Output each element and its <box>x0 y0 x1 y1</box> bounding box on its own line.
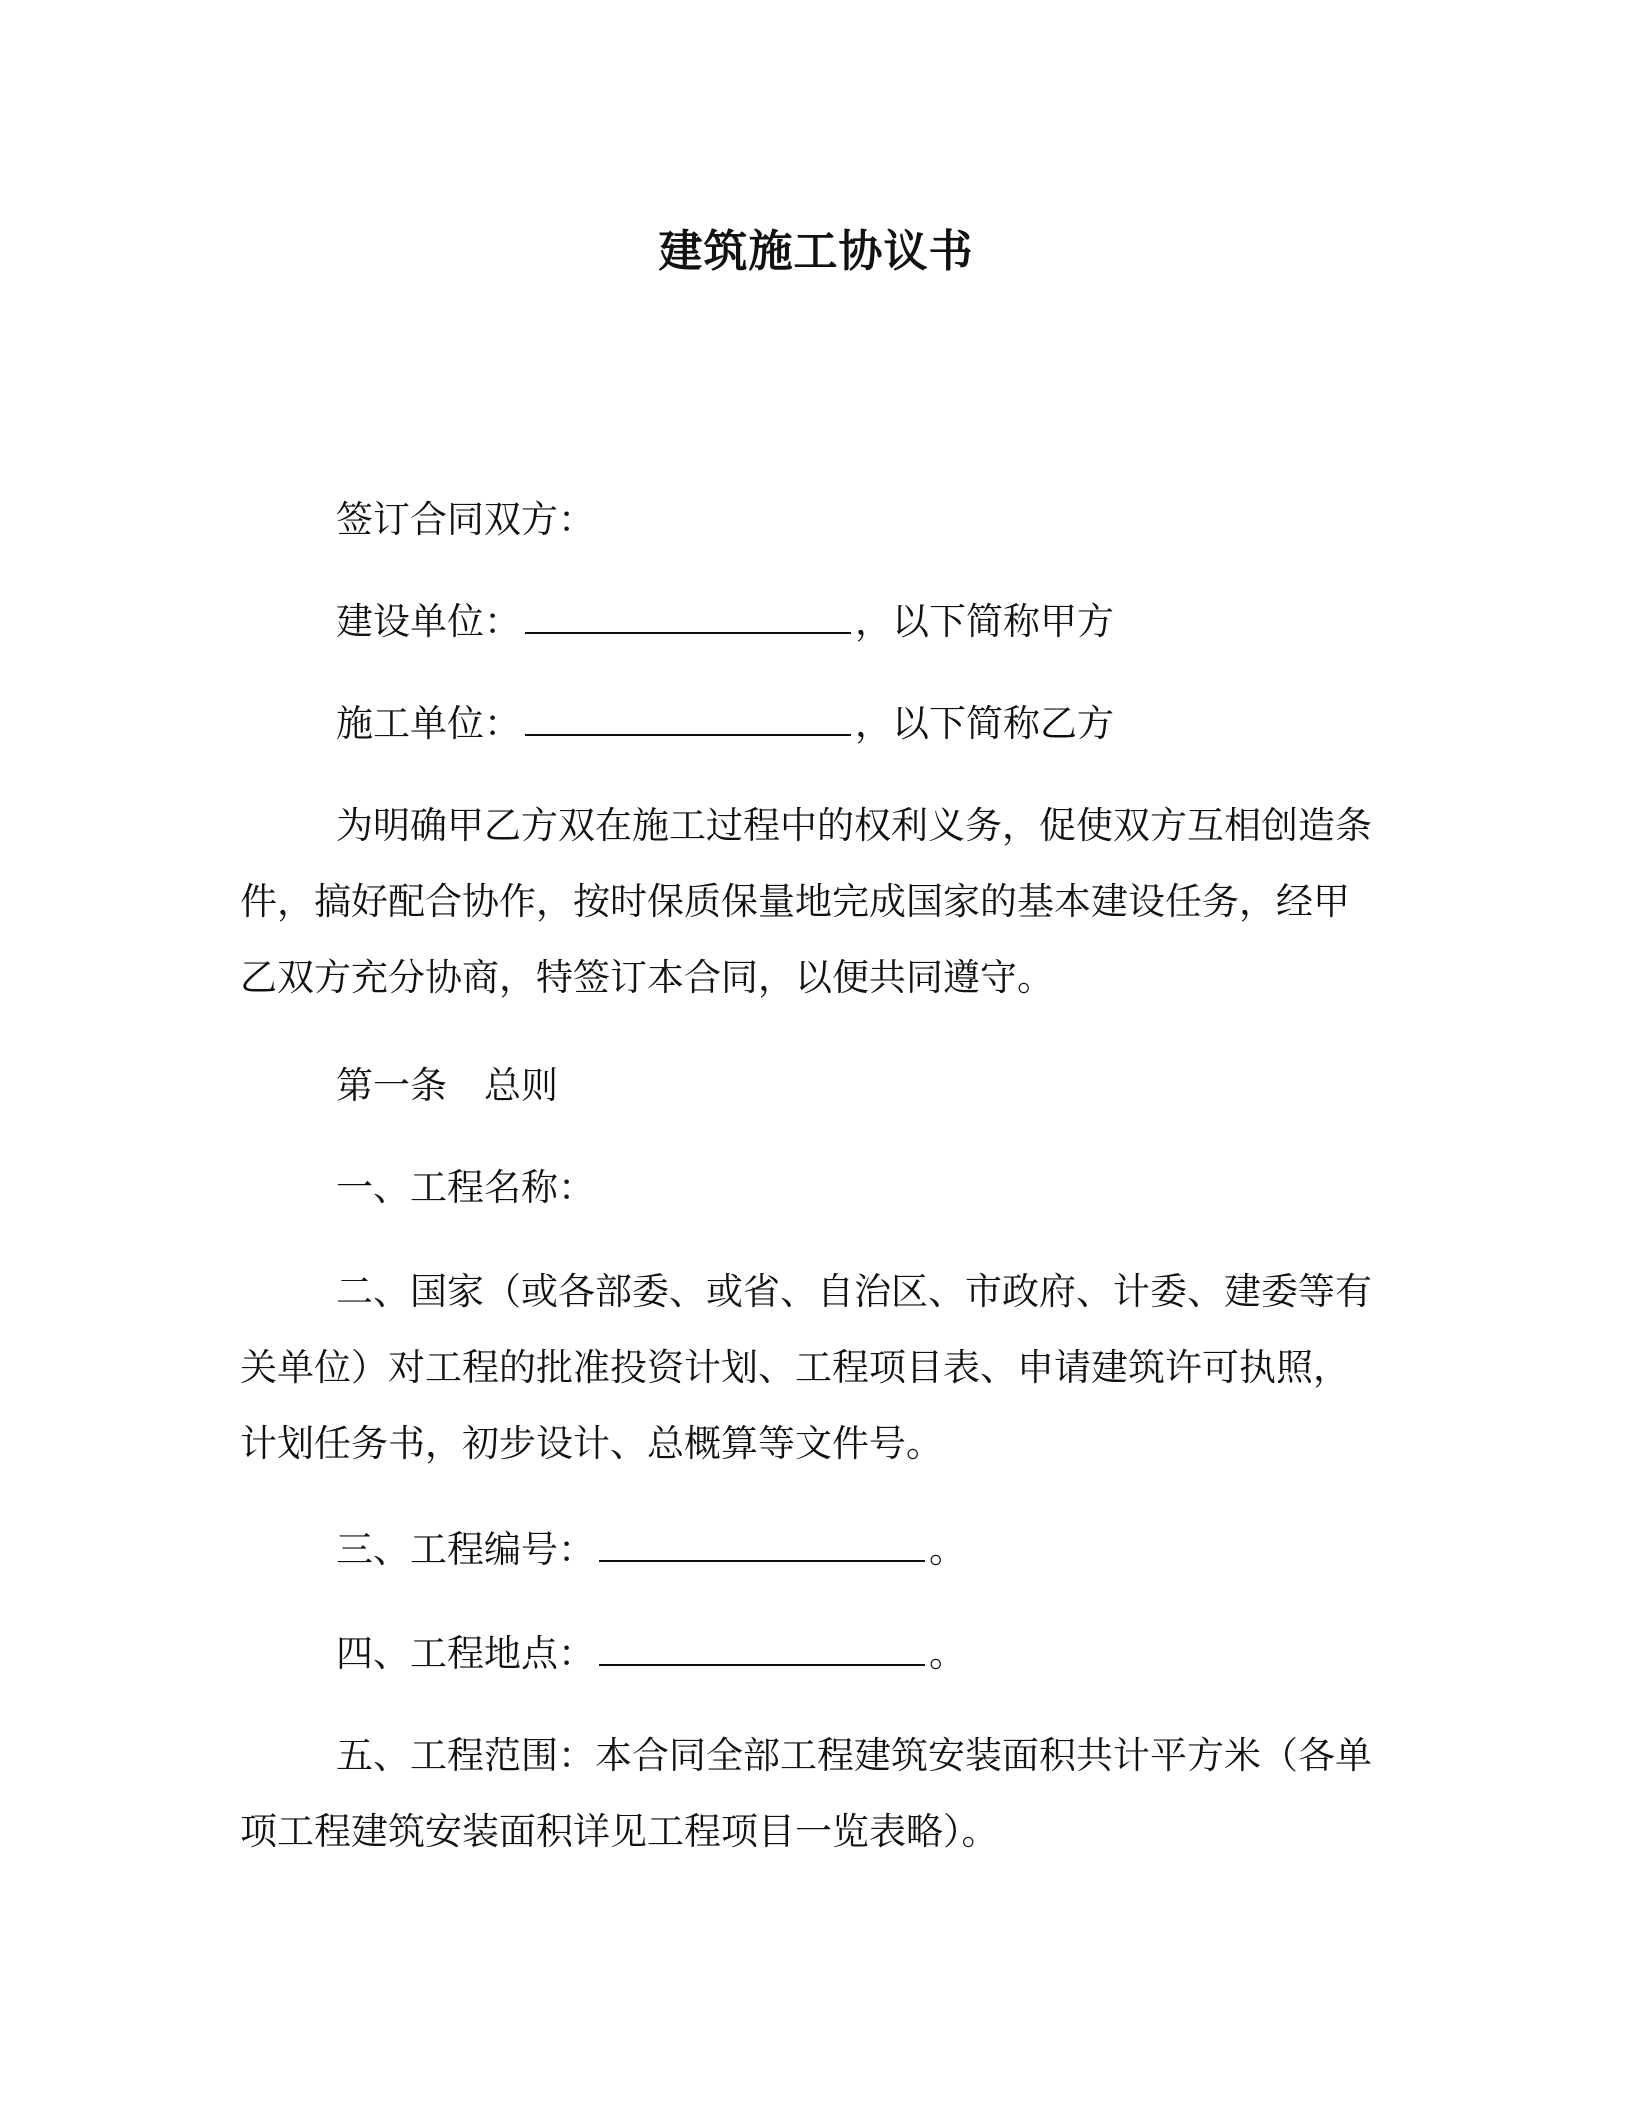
preamble-paragraph <box>240 788 1400 1016</box>
item-3-blank <box>599 1550 925 1562</box>
party-b-label: 施工单位： <box>336 702 521 745</box>
party-b-suffix: ，以下简称乙方 <box>855 702 1114 745</box>
item-2-paragraph <box>240 1254 1400 1482</box>
parties-heading: 签订合同双方： <box>336 498 595 541</box>
item-2-line-3: 计划任务书，初步设计、总概算等文件号。 <box>240 1422 943 1465</box>
party-a-line <box>240 584 1400 660</box>
item-5-paragraph <box>240 1718 1400 1870</box>
article-1-heading: 第一条 总则 <box>336 1064 558 1107</box>
party-b-line <box>240 686 1400 762</box>
item-4-suffix: 。 <box>929 1632 966 1675</box>
party-a-suffix: ，以下简称甲方 <box>855 600 1114 643</box>
party-a-blank <box>525 622 851 634</box>
item-2-line-2: 关单位）对工程的批准投资计划、工程项目表、申请建筑许可执照， <box>240 1346 1350 1389</box>
item-3-project-number <box>240 1512 1400 1588</box>
item-5-line-2: 项工程建筑安装面积详见工程项目一览表略）。 <box>240 1810 999 1853</box>
preamble-line-3: 乙双方充分协商，特签订本合同，以便共同遵守。 <box>240 956 1054 999</box>
item-3-label: 三、工程编号： <box>336 1528 595 1571</box>
item-4-project-location <box>240 1616 1400 1692</box>
document-title: 建筑施工协议书 <box>658 226 974 277</box>
preamble-line-1: 为明确甲乙方双在施工过程中的权利义务，促使双方互相创造条 <box>336 804 1372 847</box>
party-a-label: 建设单位： <box>336 600 521 643</box>
item-4-blank <box>599 1654 925 1666</box>
item-3-suffix: 。 <box>929 1528 966 1571</box>
item-4-label: 四、工程地点： <box>336 1632 595 1675</box>
item-2-line-1: 二、国家（或各部委、或省、自治区、市政府、计委、建委等有 <box>336 1270 1372 1313</box>
party-b-blank <box>525 724 851 736</box>
item-1-project-name: 一、工程名称： <box>336 1166 595 1209</box>
preamble-line-2: 件，搞好配合协作，按时保质保量地完成国家的基本建设任务，经甲 <box>240 880 1350 923</box>
item-5-line-1: 五、工程范围：本合同全部工程建筑安装面积共计平方米（各单 <box>336 1734 1372 1777</box>
